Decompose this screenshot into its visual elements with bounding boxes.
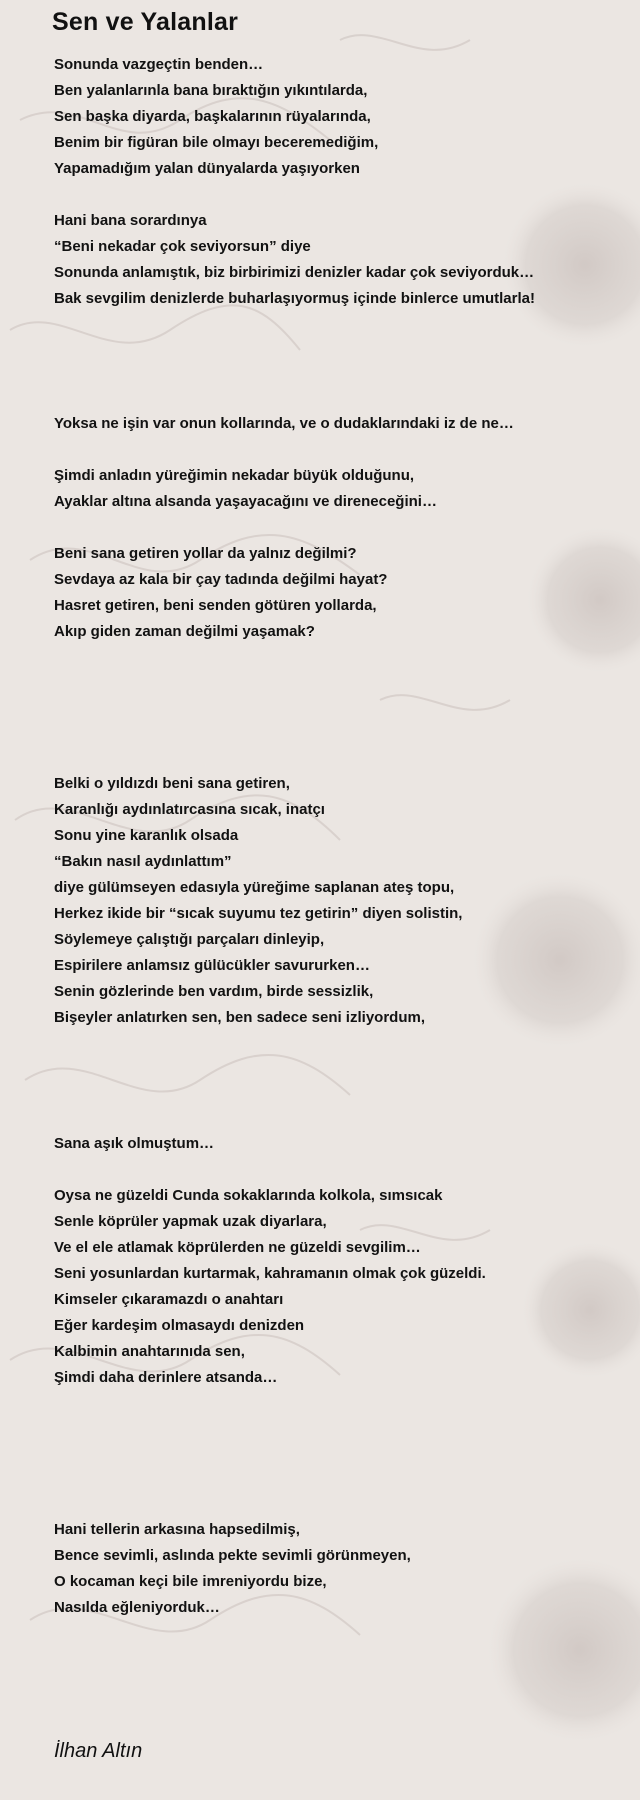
poem-line: Sana aşık olmuştum… (54, 1135, 215, 1152)
poem-line: Herkez ikide bir “sıcak suyumu tez getirin” diyen solistin, (54, 905, 463, 922)
poem-line: Sonunda anlamıştık, biz birbirimizi denizler kadar çok seviyorduk… (54, 264, 535, 281)
poem-line: Sevdaya az kala bir çay tadında değilmi hayat? (54, 571, 388, 588)
poem-line: Hani bana sorardınya (54, 212, 207, 229)
poem-line: Hani tellerin arkasına hapsedilmiş, (54, 1521, 300, 1538)
poem-line: Oysa ne güzeldi Cunda sokaklarında kolkola, sımsıcak (54, 1187, 443, 1204)
poem-line: Eğer kardeşim olmasaydı denizden (54, 1317, 305, 1334)
poem-line: Karanlığı aydınlatırcasına sıcak, inatçı (54, 801, 325, 818)
poem-line: Şimdi daha derinlere atsanda… (54, 1369, 278, 1386)
poem-author: İlhan Altın (54, 1740, 143, 1762)
poem-line: Bak sevgilim denizlerde buharlaşıyormuş içinde binlerce umutlarla! (54, 290, 535, 307)
poem-line: Sonunda vazgeçtin benden… (54, 56, 264, 73)
poem-line: Espirilere anlamsız gülücükler savururken… (54, 957, 370, 974)
poem-line: Belki o yıldızdı beni sana getiren, (54, 775, 290, 792)
poem-line: Beni sana getiren yollar da yalnız değilmi? (54, 545, 357, 562)
poem-line: Yoksa ne işin var onun kollarında, ve o dudaklarındaki iz de ne… (54, 415, 514, 432)
poem-line: Bişeyler anlatırken sen, ben sadece seni izliyordum, (54, 1009, 425, 1026)
poem-line: Bence sevimli, aslında pekte sevimli görünmeyen, (54, 1547, 411, 1564)
poem-line: Ve el ele atlamak köprülerden ne güzeldi sevgilim… (54, 1239, 421, 1256)
poem-line: Kalbimin anahtarınıda sen, (54, 1343, 245, 1360)
poem-line: Sonu yine karanlık olsada (54, 827, 239, 844)
poem-line: Nasılda eğleniyorduk… (54, 1599, 220, 1616)
poem-line: Seni yosunlardan kurtarmak, kahramanın olmak çok güzeldi. (54, 1265, 486, 1282)
poem-line: Yapamadığım yalan dünyalarda yaşıyorken (54, 160, 360, 177)
poem-title: Sen ve Yalanlar (52, 8, 238, 36)
poem-line: Benim bir figüran bile olmayı beceremediğim, (54, 134, 379, 151)
poem-line: Hasret getiren, beni senden götüren yollarda, (54, 597, 377, 614)
poem-line: Ayaklar altına alsanda yaşayacağını ve direneceğini… (54, 493, 437, 510)
poem-line: Ben yalanlarınla bana bıraktığın yıkıntılarda, (54, 82, 368, 99)
poem-line: “Bakın nasıl aydınlattım” (54, 853, 232, 870)
poem-line: Sen başka diyarda, başkalarının rüyalarında, (54, 108, 371, 125)
poem-line: Söylemeye çalıştığı parçaları dinleyip, (54, 931, 325, 948)
poem-line: Senle köprüler yapmak uzak diyarlara, (54, 1213, 327, 1230)
poem-line: O kocaman keçi bile imreniyordu bize, (54, 1573, 327, 1590)
poem-line: diye gülümseyen edasıyla yüreğime saplanan ateş topu, (54, 879, 455, 896)
poem-line: Akıp giden zaman değilmi yaşamak? (54, 623, 315, 640)
poem-line: Şimdi anladın yüreğimin nekadar büyük olduğunu, (54, 467, 415, 484)
poem-line: Kimseler çıkaramazdı o anahtarı (54, 1291, 284, 1308)
poem-line: “Beni nekadar çok seviyorsun” diye (54, 238, 311, 255)
poem-line: Senin gözlerinde ben vardım, birde sessizlik, (54, 983, 374, 1000)
